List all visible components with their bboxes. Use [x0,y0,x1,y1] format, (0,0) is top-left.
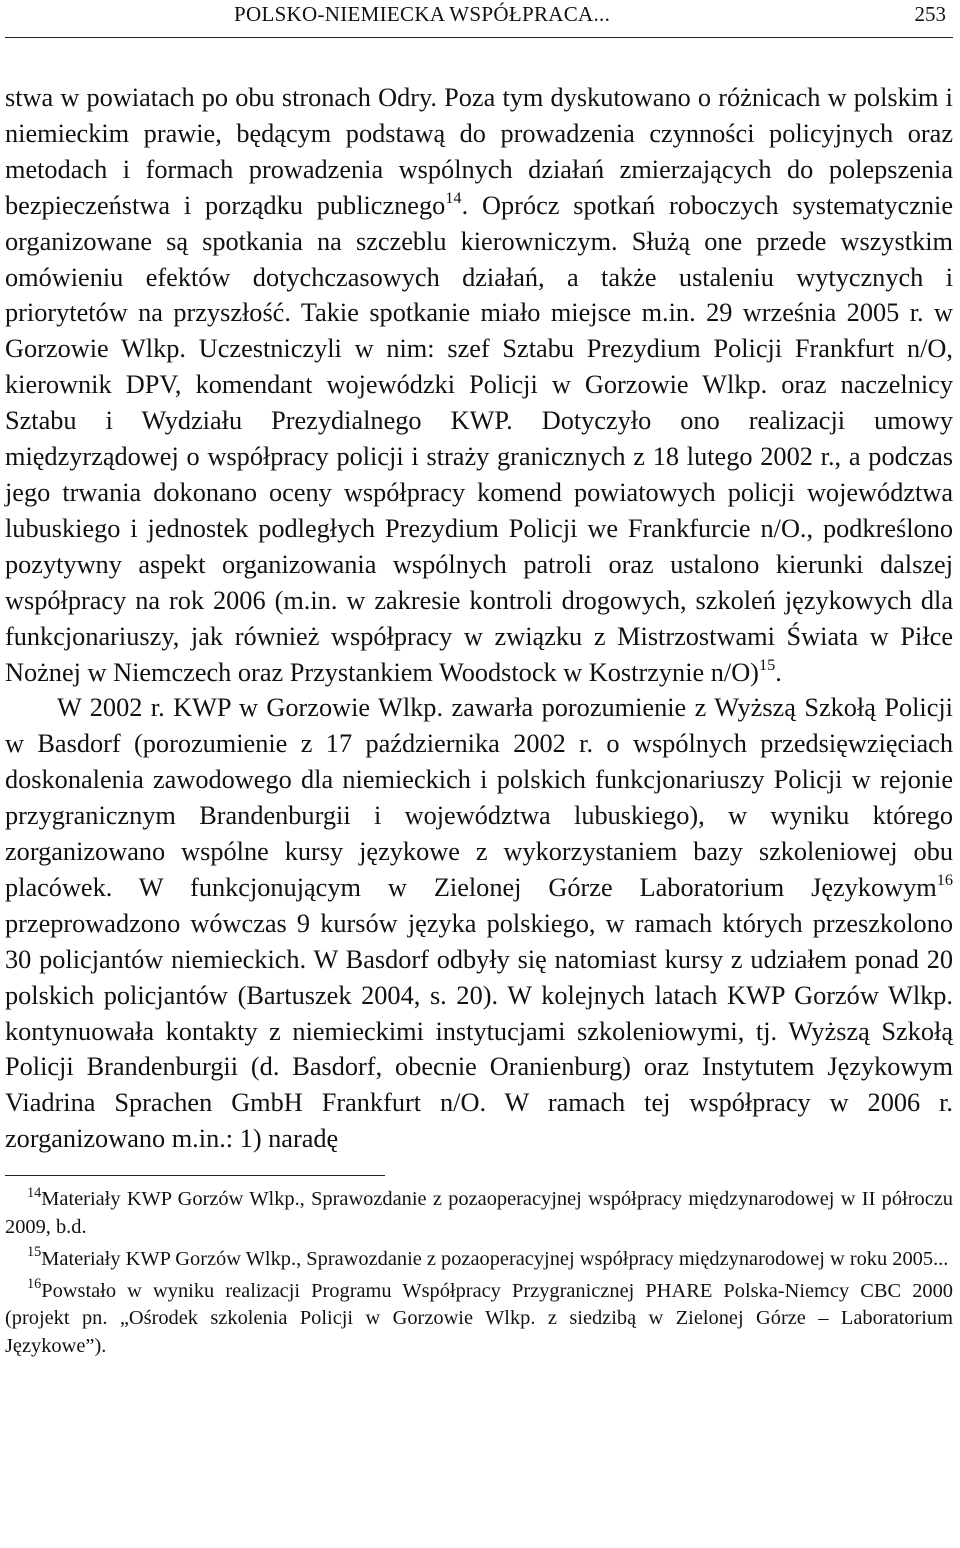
paragraph-1 [5,80,953,690]
paragraph-1-part-2: . Oprócz spotkań roboczych systematycznie organizowane są spotkania na szczeblu kierowniczym. Służą one przede wszystkim omówieniu efektów dotychczasowych działań, a także ustaleniu wytycznych i priorytetów na przyszłość. Takie spotkanie miało miejsce m.in. 29 września 2005 r. w Gorzowie Wlkp. Uczestniczyli w nim: szef Sztabu Prezydium Policji Frankfurt n/O, kierownik DPV, komendant wojewódzki Policji w Gorzowie Wlkp. oraz naczelnicy Sztabu i Wydziału Prezydialnego KWP. Dotyczyło ono realizacji umowy międzyrządowej o współpracy policji i straży granicznych z 18 lutego 2002 r., a podczas jego trwania dokonano oceny współpracy komend powiatowych policji województwa lubuskiego i jednostek podległych Prezydium Policji we Frankfurcie n/O., podkreślono pozytywny aspekt organizowania wspólnych patroli oraz ustalono kierunki dalszej współpracy na rok 2006 (m.in. w zakresie kontroli drogowych, szkoleń językowych dla funkcjonariuszy, jak również współpracy w związku z Mistrzostwami Świata w Piłce Nożnej w Niemczech oraz Przystankiem Woodstock w Kostrzynie n/O) [5,190,953,687]
paragraph-2-part-1: W 2002 r. KWP w Gorzowie Wlkp. zawarła porozumienie z Wyższą Szkołą Policji w Basdorf (porozumienie z 17 października 2002 r. o wspólnych przedsięwzięciach doskonalenia zawodowego dla niemieckich i polskich funkcjonariuszy Policji w rejonie przygranicznym Brandenburgii i województwa lubuskiego), w wyniku którego zorganizowano wspólne kursy językowe z wykorzystaniem bazy szkoleniowej obu placówek. W funkcjonującym w Zielonej Górze Laboratorium Językowym [5,693,953,902]
page-number: 253 [914,2,946,26]
footnote-ref-16[interactable]: 16 [936,870,953,890]
footnote-16 [5,1278,953,1361]
paragraph-2-part-2: przeprowadzono wówczas 9 kursów języka polskiego, w ramach których przeszkolono 30 policjantów niemieckich. W Basdorf odbyły się natomiast kursy z udziałem ponad 20 polskich policjantów (Bartuszek 2004, s. 20). W kolejnych latach KWP Gorzów Wlkp. kontynuowała kontakty z niemieckimi instytucjami szkoleniowymi, tj. Wyższą Szkołą Policji Brandenburgii (d. Basdorf, obecnie Oranienburg) oraz Instytutem Językowym Viadrina Sprachen GmbH Frankfurt n/O. W ramach tej współpracy w 2006 r. zorganizowano m.in.: 1) naradę [5,908,953,1154]
footnote-rule [5,1175,385,1176]
footnote-ref-14[interactable]: 14 [445,188,462,208]
footnote-15 [5,1246,953,1274]
footnote-number: 16 [27,1276,42,1293]
footnote-number: 14 [27,1184,42,1201]
footnote-14 [5,1186,953,1242]
footnote-text: Powstało w wyniku realizacji Programu Współpracy Przygranicznej PHARE Polska-Niemcy CBC 2000 (projekt pn. „Ośrodek szkolenia Policji w Gorzowie Wlkp. z siedzibą w Zielonej Górze – Laboratorium Językowe”). [5,1279,953,1358]
header-rule [5,37,953,38]
footnote-text: Materiały KWP Gorzów Wlkp., Sprawozdanie z pozaoperacyjnej współpracy międzynarodowej w II półroczu 2009, b.d. [5,1188,953,1238]
main-text [5,80,953,1157]
paragraph-1-part-3: . [775,657,782,687]
running-header [5,0,953,56]
paragraph-2 [5,690,953,1157]
footnote-text: Materiały KWP Gorzów Wlkp., Sprawozdanie z pozaoperacyjnej współpracy międzynarodowej w roku 2005... [41,1247,949,1270]
footnote-ref-15[interactable]: 15 [758,654,776,674]
footnotes [5,1186,953,1361]
paragraph-1-part-1: stwa w powiatach po obu stronach Odry. Poza tym dyskutowano o różnicach w polskim i niemieckim prawie, będącym podstawą do prowadzenia czynności policyjnych oraz metodach i formach prowadzenia wspólnych działań zmierzających do polepszenia bezpieczeństwa i porządku publicznego [5,83,953,220]
running-title: POLSKO-NIEMIECKA WSPÓŁPRACA... [234,2,611,26]
footnote-number: 15 [27,1244,42,1261]
